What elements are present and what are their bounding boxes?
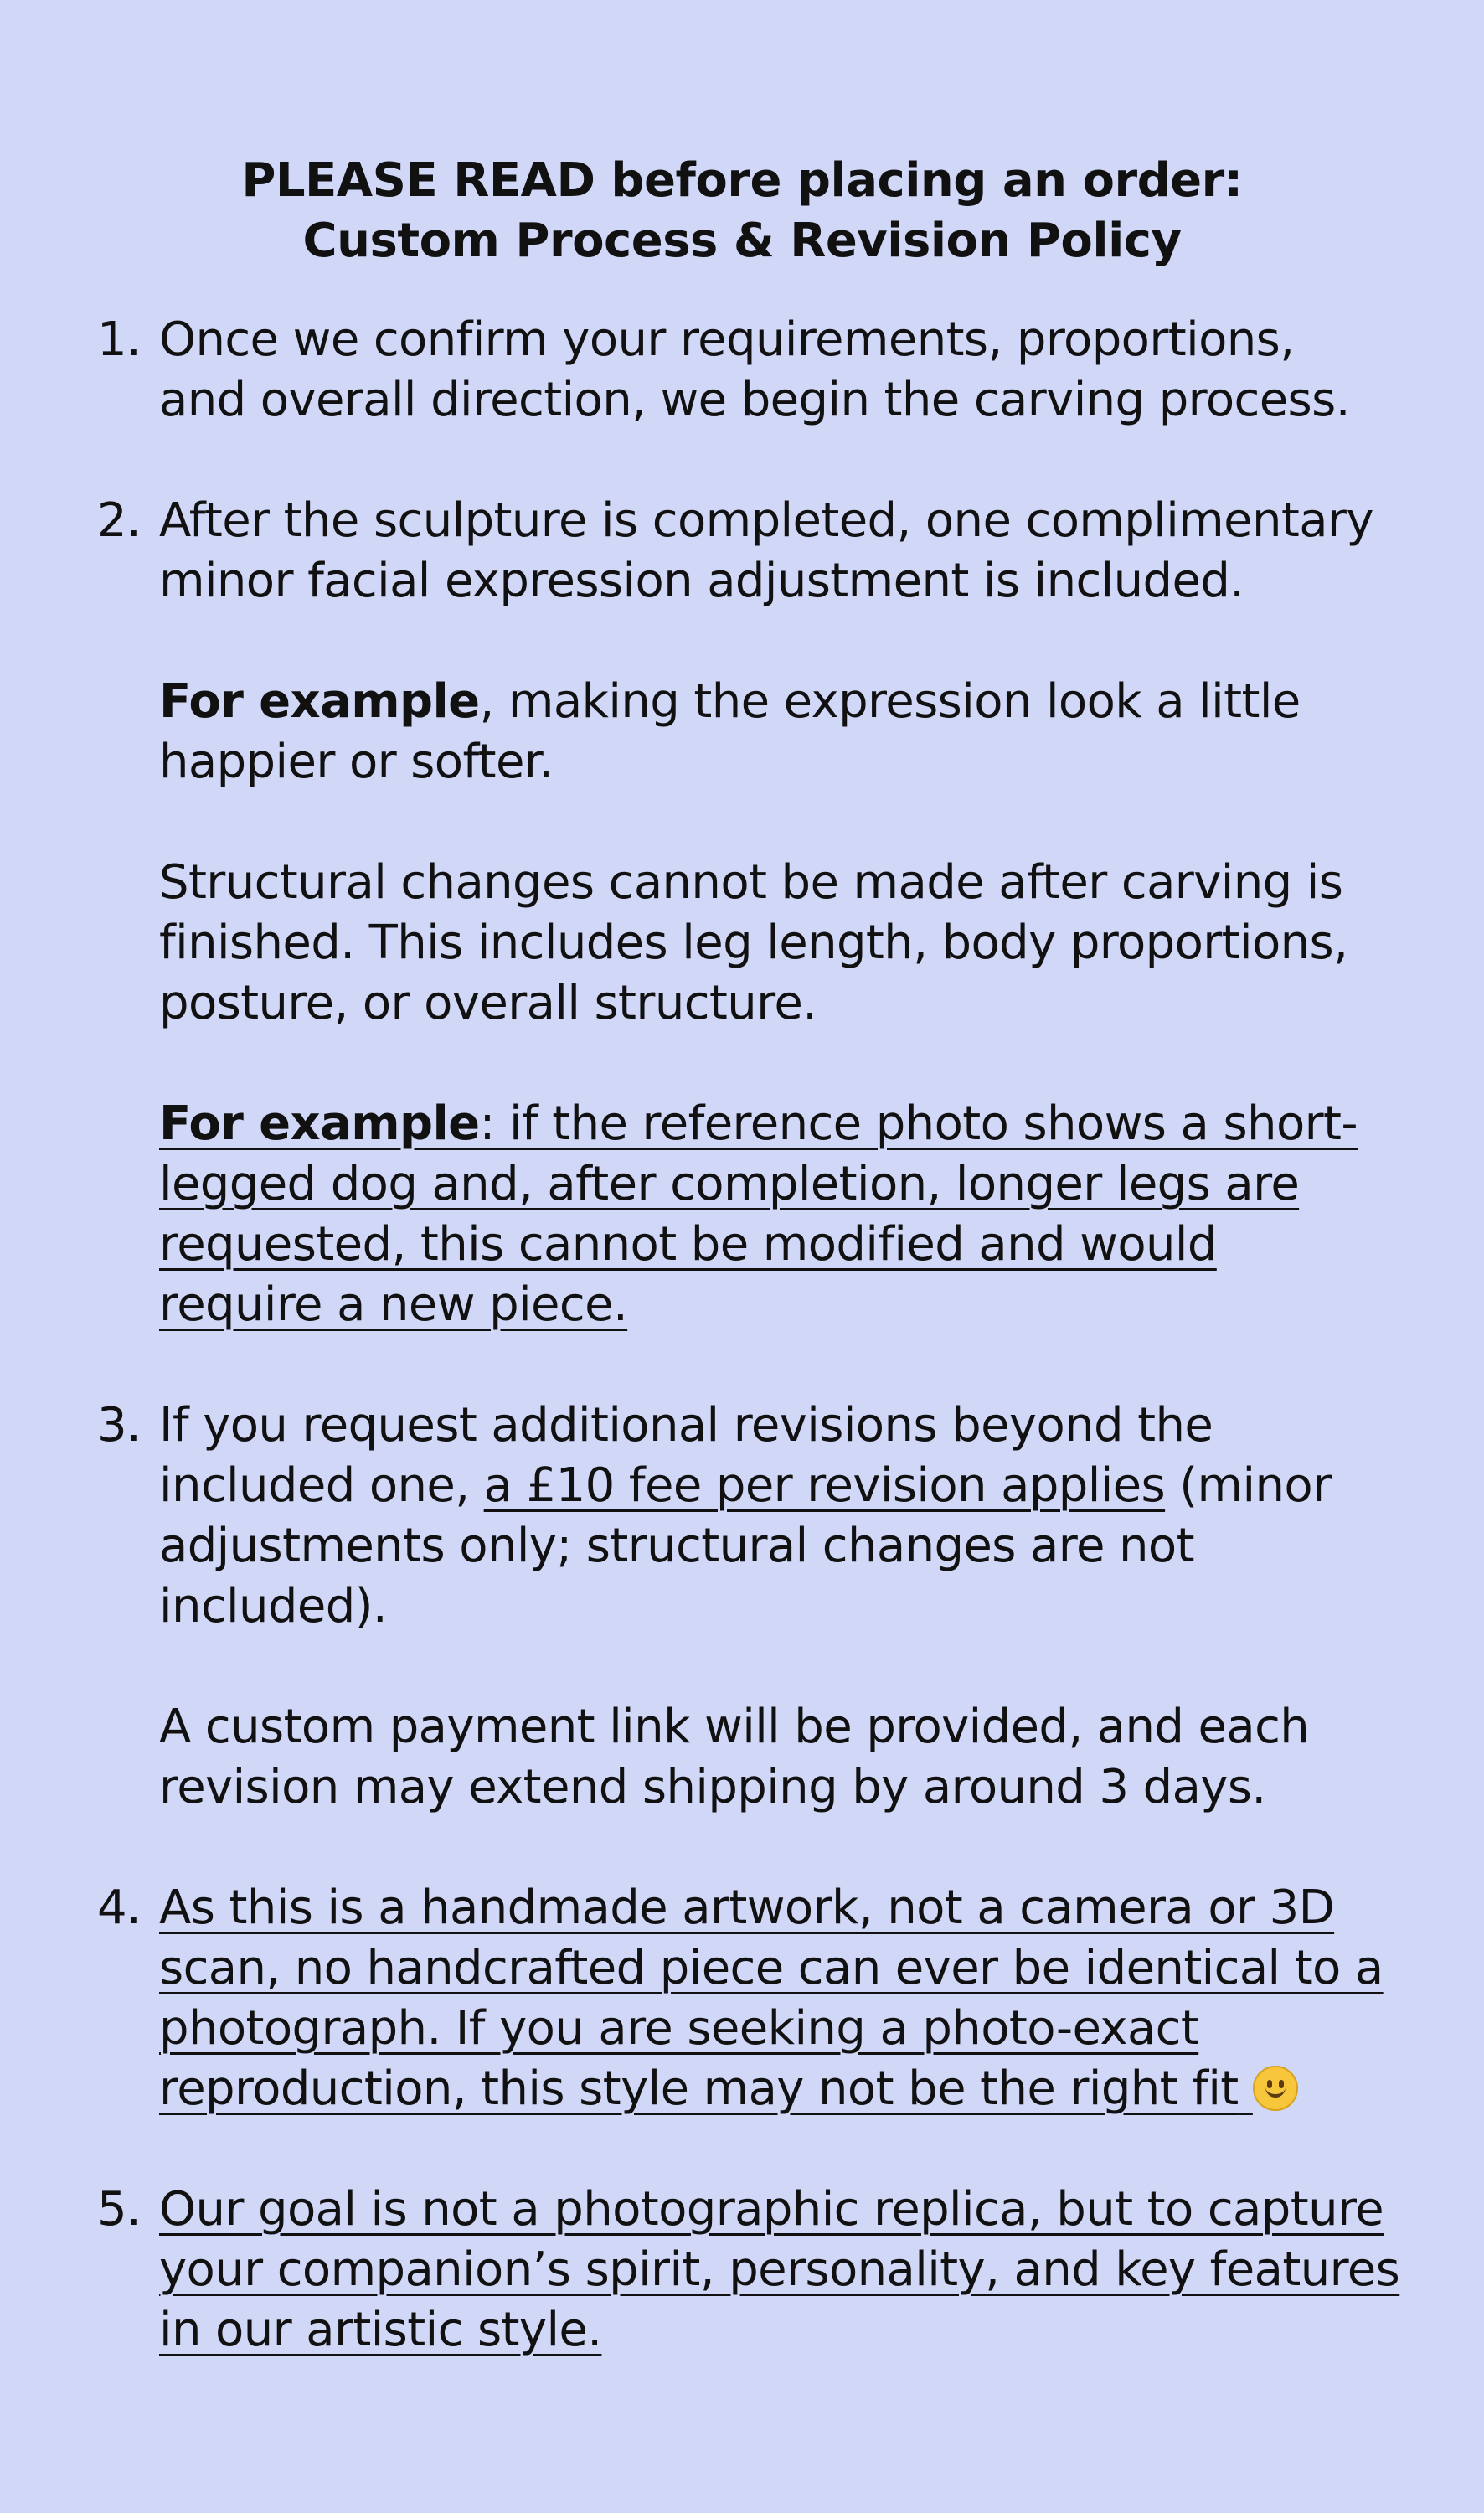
text-line (159, 1456, 1404, 1516)
text-line (159, 2180, 1404, 2240)
paragraph (159, 853, 1404, 1034)
paragraph (159, 1697, 1404, 1818)
text-line (159, 1938, 1404, 1999)
text-line: If you request additional revisions beyond the (159, 1398, 1213, 1453)
bold-label: For example (159, 1097, 480, 1151)
text-line: posture, or overall structure. (159, 976, 817, 1030)
policy-item-4 (97, 1878, 1404, 2119)
item-number: 5. (97, 2182, 142, 2237)
policy-title (0, 151, 1484, 271)
text-line (159, 2300, 1404, 2361)
item-number: 3. (97, 1398, 142, 1453)
text-line (159, 1154, 1404, 1215)
text-line: minor facial expression adjustment is included. (159, 554, 1244, 608)
bold-label: For example (159, 674, 480, 729)
underlined-text (159, 2061, 1298, 2116)
text-line (159, 1275, 1404, 1335)
text-line: finished. This includes leg length, body proportions, (159, 916, 1348, 970)
text-line: included). (159, 1579, 388, 1633)
text-line (159, 1094, 1404, 1154)
policy-item-3 (97, 1396, 1404, 1818)
text-span: reproduction, this style may not be the right fit (159, 2061, 1239, 2116)
text-line: and overall direction, we begin the carving process. (159, 373, 1350, 427)
smiley-face-icon (1253, 2066, 1298, 2111)
text-span: : if the reference photo shows a short- (479, 1097, 1358, 1151)
smiley-mouth (1265, 2086, 1286, 2098)
underlined-text: requested, this cannot be modified and would (159, 1217, 1217, 1272)
fee-highlight: a £10 fee per revision applies (483, 1458, 1166, 1513)
text-line: After the sculpture is completed, one complimentary (159, 493, 1373, 548)
text-line (159, 1999, 1404, 2059)
paragraph (159, 491, 1404, 611)
underlined-text: scan, no handcrafted piece can ever be identical to a (159, 1941, 1384, 1995)
policy-list (97, 310, 1404, 2421)
text-span: included one, (159, 1458, 484, 1513)
underlined-text: Our goal is not a photographic replica, but to capture (159, 2182, 1384, 2237)
policy-item-2 (97, 491, 1404, 1335)
policy-item-1 (97, 310, 1404, 431)
text-line (159, 2240, 1404, 2300)
text-span: (minor (1165, 1458, 1332, 1513)
item-number: 1. (97, 312, 142, 367)
underlined-text: your companion’s spirit, personality, and key features (159, 2242, 1400, 2297)
item-number: 4. (97, 1881, 142, 1935)
item-number: 2. (97, 493, 142, 548)
underlined-paragraph (159, 2180, 1404, 2361)
title-line-2: Custom Process & Revision Policy (302, 214, 1182, 268)
text-line: revision may extend shipping by around 3 days. (159, 1760, 1266, 1814)
text-line (159, 672, 1404, 732)
text-line: adjustments only; structural changes are not (159, 1519, 1194, 1573)
title-line-1: PLEASE READ before placing an order: (241, 153, 1243, 208)
text-line (159, 1215, 1404, 1275)
text-line: A custom payment link will be provided, and each (159, 1700, 1310, 1754)
underlined-text: As this is a handmade artwork, not a camera or 3D (159, 1881, 1335, 1935)
example-paragraph (159, 672, 1404, 792)
underlined-text (159, 1097, 1358, 1151)
underlined-paragraph (159, 1878, 1404, 2119)
paragraph (159, 1396, 1404, 1637)
text-line: Structural changes cannot be made after carving is (159, 855, 1343, 910)
underlined-example-paragraph (159, 1094, 1404, 1335)
text-line: happier or softer. (159, 735, 554, 789)
underlined-text: legged dog and, after completion, longer legs are (159, 1157, 1300, 1211)
text-span: , making the expression look a little (479, 674, 1301, 729)
paragraph (159, 310, 1404, 431)
underlined-text: require a new piece. (159, 1277, 628, 1332)
text-line (159, 1878, 1404, 1938)
underlined-text: photograph. If you are seeking a photo-exact (159, 2001, 1199, 2056)
text-line: Once we confirm your requirements, proportions, (159, 312, 1295, 367)
policy-item-5 (97, 2180, 1404, 2361)
text-line (159, 2059, 1404, 2119)
underlined-text: in our artistic style. (159, 2303, 602, 2357)
